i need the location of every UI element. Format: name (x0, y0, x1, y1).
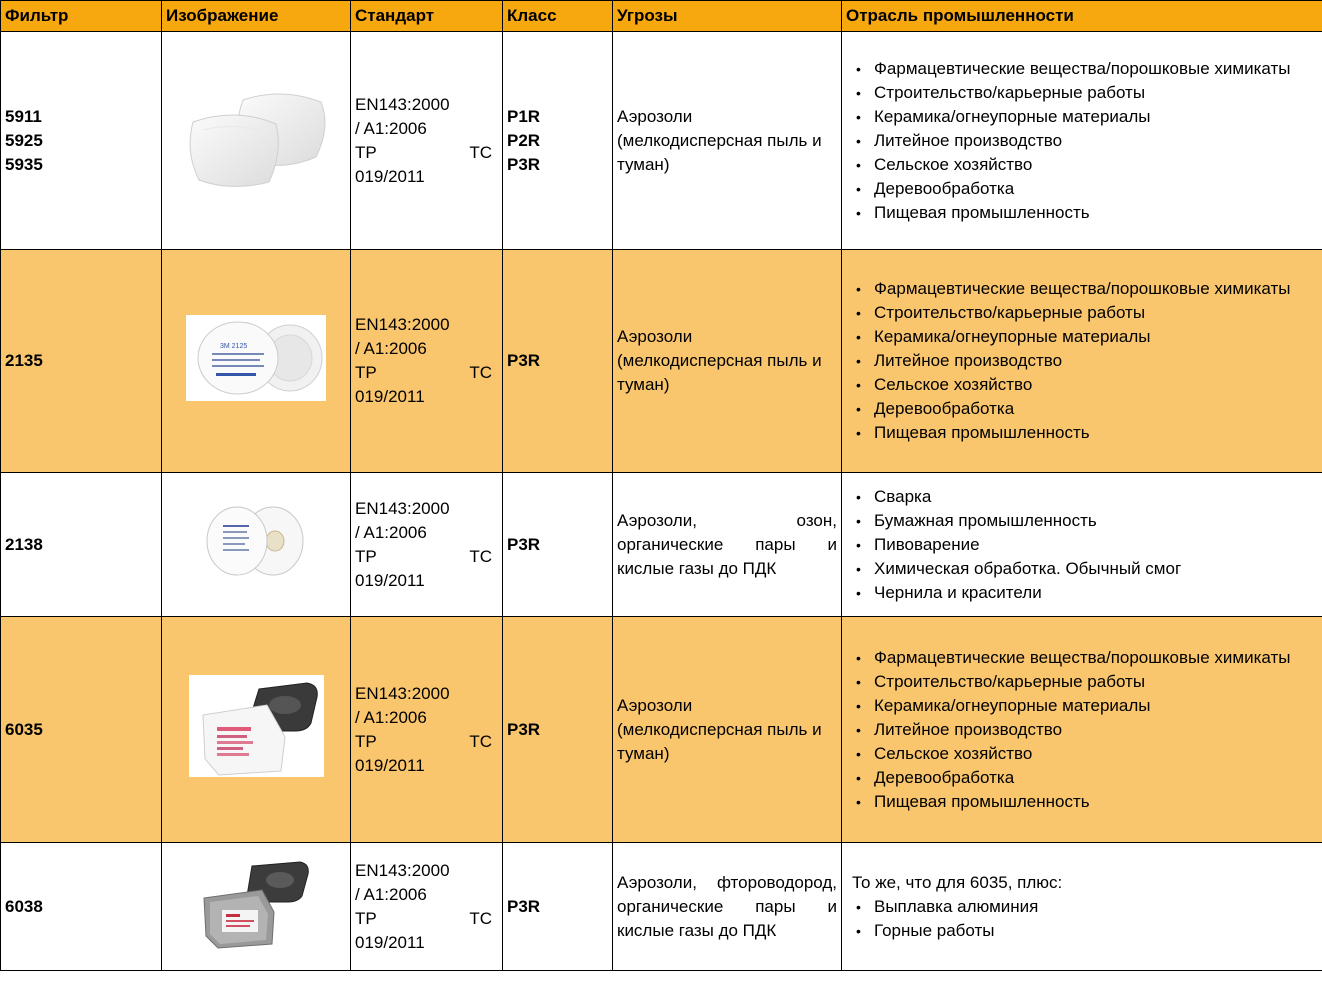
standard-cell (351, 843, 503, 971)
list-item: • Химическая обработка. Обычный смог (852, 557, 1318, 581)
standard-line: ТС (469, 908, 492, 928)
filter-image-cell (162, 32, 351, 250)
list-item: • Литейное производство (852, 718, 1318, 742)
list-item: • Горные работы (852, 919, 1318, 943)
list-item: • Сельское хозяйство (852, 742, 1318, 766)
list-item: • Строительство/карьерные работы (852, 81, 1318, 105)
list-item: • Выплавка алюминия (852, 895, 1318, 919)
standard-line: 019/2011 (355, 755, 425, 775)
header-standard: Стандарт (351, 1, 503, 32)
header-image: Изображение (162, 1, 351, 32)
standard-line: ТР (355, 546, 377, 566)
list-item: • Строительство/карьерные работы (852, 670, 1318, 694)
industry-cell (842, 843, 1322, 971)
industry-cell (842, 32, 1322, 250)
standard-line: EN143:2000 (355, 683, 450, 703)
industry-cell (842, 617, 1322, 843)
table-row (1, 843, 1322, 971)
standard-line: / A1:2006 (355, 522, 427, 542)
industry-list (846, 895, 1318, 943)
standard-line: ТС (469, 731, 492, 751)
standard-line: ТР (355, 142, 377, 162)
industry-list (846, 57, 1318, 225)
standard-line: 019/2011 (355, 570, 425, 590)
list-item: • Керамика/огнеупорные материалы (852, 105, 1318, 129)
list-item: • Фармацевтические вещества/порошковые химикаты (852, 277, 1318, 301)
class-value: P3R (507, 719, 541, 739)
filter-image-cell (162, 617, 351, 843)
standard-line: ТР (355, 731, 377, 751)
table-row (1, 32, 1322, 250)
threats-cell: Аэрозоли (мелкодисперсная пыль и туман) (613, 250, 842, 473)
list-item: • Керамика/огнеупорные материалы (852, 694, 1318, 718)
class-value: P1R (507, 106, 541, 126)
list-item: • Строительство/карьерные работы (852, 301, 1318, 325)
filter-code: 5925 (5, 130, 43, 150)
standard-line: ТС (469, 546, 492, 566)
standard-line: ТС (469, 363, 492, 382)
list-item: • Литейное производство (852, 349, 1318, 373)
list-item: • Бумажная промышленность (852, 509, 1318, 533)
filter-code-cell (1, 473, 162, 617)
list-item: • Сварка (852, 485, 1318, 509)
industry-cell (842, 250, 1322, 473)
class-cell (503, 843, 613, 971)
class-value: P3R (507, 534, 541, 554)
filter-image-cell (162, 250, 351, 473)
standard-line: / A1:2006 (355, 707, 427, 727)
standard-cell (351, 473, 503, 617)
industry-list (846, 646, 1318, 814)
threats-cell: Аэрозоли (мелкодисперсная пыль и туман) (613, 32, 842, 250)
standard-line: 019/2011 (355, 932, 425, 952)
header-industry: Отрасль промышленности (842, 1, 1322, 32)
filter-cartridge-image (189, 675, 324, 777)
list-item: • Деревообработка (852, 397, 1318, 421)
filter-cartridge-image (196, 856, 316, 951)
list-item: • Деревообработка (852, 766, 1318, 790)
list-item: • Пищевая промышленность (852, 421, 1318, 445)
class-value: P3R (507, 154, 541, 174)
header-filter: Фильтр (1, 1, 162, 32)
filter-code: 2138 (5, 534, 43, 554)
filter-code-cell (1, 250, 162, 473)
header-threats: Угрозы (613, 1, 842, 32)
list-item: • Сельское хозяйство (852, 373, 1318, 397)
industry-list (846, 485, 1318, 605)
filter-pad-image (181, 82, 331, 192)
filter-code: 6035 (5, 719, 43, 739)
list-item: • Пивоварение (852, 533, 1318, 557)
standard-line: EN143:2000 (355, 498, 450, 518)
standard-cell (351, 32, 503, 250)
list-item: • Сельское хозяйство (852, 153, 1318, 177)
class-cell (503, 250, 613, 473)
standard-line: ТР (355, 908, 377, 928)
filter-code-cell (1, 32, 162, 250)
filter-code: 5935 (5, 154, 43, 174)
standard-line: ТР (355, 363, 377, 382)
list-item: • Керамика/огнеупорные материалы (852, 325, 1318, 349)
list-item: • Чернила и красители (852, 581, 1318, 605)
filter-code-cell (1, 843, 162, 971)
class-cell (503, 617, 613, 843)
filter-image-cell (162, 843, 351, 971)
filter-disc-image (186, 315, 326, 401)
threats-cell: Аэрозоли (мелкодисперсная пыль и туман) (613, 617, 842, 843)
class-value: P2R (507, 130, 541, 150)
standard-line: / A1:2006 (355, 884, 427, 904)
list-item: • Пищевая промышленность (852, 790, 1318, 814)
list-item: • Пищевая промышленность (852, 201, 1318, 225)
standard-line: EN143:2000 (355, 94, 450, 114)
filter-image-cell (162, 473, 351, 617)
standard-line: 019/2011 (355, 166, 425, 186)
standard-line: / A1:2006 (355, 118, 427, 138)
filter-code: 5911 (5, 106, 42, 126)
table-row (1, 617, 1322, 843)
table-row (1, 473, 1322, 617)
threats-cell: Аэрозоли, фтороводород, органические пары и кислые газы до ПДК (613, 843, 842, 971)
class-value: P3R (507, 896, 541, 916)
list-item: • Литейное производство (852, 129, 1318, 153)
industry-list (846, 277, 1318, 445)
class-cell (503, 32, 613, 250)
class-value: P3R (507, 351, 541, 370)
list-item: • Деревообработка (852, 177, 1318, 201)
header-class: Класс (503, 1, 613, 32)
standard-line: ТС (469, 142, 492, 162)
list-item: • Фармацевтические вещества/порошковые химикаты (852, 57, 1318, 81)
class-cell (503, 473, 613, 617)
standard-line: 019/2011 (355, 387, 425, 406)
threats-cell: Аэрозоли, озон, органические пары и кислые газы до ПДК (613, 473, 842, 617)
filter-code: 2135 (5, 351, 43, 370)
standard-line: / A1:2006 (355, 339, 427, 358)
standard-cell (351, 617, 503, 843)
filter-code-cell (1, 617, 162, 843)
filter-disc-image (201, 501, 311, 581)
filter-code: 6038 (5, 896, 43, 916)
standard-line: EN143:2000 (355, 315, 450, 334)
standard-line: EN143:2000 (355, 860, 450, 880)
industry-cell (842, 473, 1322, 617)
filter-brand-text: 3M 2125 (220, 342, 248, 350)
standard-cell (351, 250, 503, 473)
table-row (1, 250, 1322, 473)
industry-intro: То же, что для 6035, плюс: (852, 872, 1063, 892)
list-item: • Фармацевтические вещества/порошковые химикаты (852, 646, 1318, 670)
header-row (1, 1, 1322, 32)
